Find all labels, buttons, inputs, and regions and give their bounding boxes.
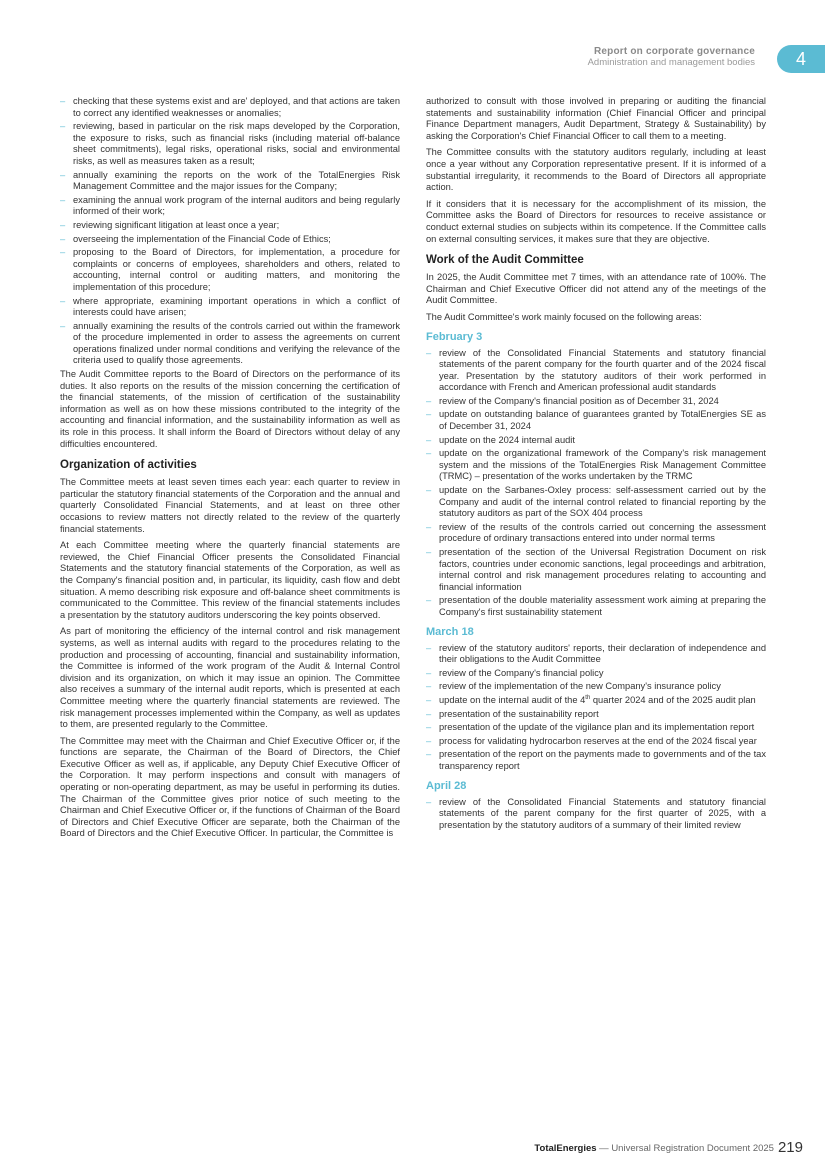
paragraph: In 2025, the Audit Committee met 7 times, with an attendance rate of 100%. The Chairman and Chief Executive Officer did not attend any of the meetings of the Audit Committee. — [426, 272, 766, 306]
list-item: – proposing to the Board of Directors, for implementation, a procedure for complaints or concerns of employees, shareholders and others, related to accounting, internal control or auditing matters, and monitoring the implementation of this procedure; — [60, 247, 400, 293]
april-list — [426, 797, 766, 832]
paragraph: The Audit Committee's work mainly focused on the following areas: — [426, 311, 702, 322]
paragraph: At each Committee meeting where the quarterly financial statements are reviewed, the Chief Financial Officer presents the Consolidated Financial Statements and the statutory financial statements of the Corporation, as well as the Company's financial position and, in particular, its liquidity, cash flow and debt situation. A memo describing risk exposure and off-balance sheet commitments is communicated to the Committee. This review of the financial statements includes a presentation by the statutory auditors underscoring the key points observed. — [60, 540, 400, 620]
paragraph: As part of monitoring the efficiency of the internal control and risk management systems, as well as internal audits with regard to the procedures relating to the production and processing of accounting, financial and sustainability information, the Committee is informed of the work program of the Audit & Internal Control division and its organization, on which it may issue an opinion. The Committee also receives a summary of the internal audit reports, which is presented at each Committee meeting where the quarterly financial statements are reviewed. The risk management processes implemented within the Company, as well as updates to them, are presented regularly to the Committee. — [60, 626, 400, 730]
report-paragraph: The Audit Committee reports to the Board of Directors on the performance of its duties. It also reports on the results of the mission concerning the certification of the financial statements, of the mission of certification of the sustainability information as well as on how these missions contributed to the integrity of the accounting and financial information, and the sustainability information as well as its role in this process. It shall inform the Board of Directors without delay of any difficulties encountered. — [60, 369, 400, 449]
list-item: – presentation of the update of the vigilance plan and its implementation report — [426, 722, 766, 734]
march-list-a — [426, 643, 766, 693]
left-column — [60, 96, 400, 845]
february-heading: February 3 — [426, 330, 483, 343]
intro-text — [426, 96, 766, 245]
chapter-tab: 4 — [777, 45, 825, 73]
page-footer — [534, 1139, 803, 1156]
list-item: – where appropriate, examining important operations in which a conflict of interests could have arisen; — [60, 296, 400, 319]
list-item: – examining the annual work program of the internal auditors and being regularly informed of their work; — [60, 195, 400, 218]
paragraph: The Committee consults with the statutory auditors regularly, including at least once a year without any Corporation representative present. If it is informed of a substantial irregularity, it recommends to the Board of Directors all appropriate action. — [426, 147, 766, 193]
list-item: – annually examining the results of the controls carried out within the framework of the procedure implemented in order to assess the agreements on current operations finalized under normal conditions and verifying the relevance of the criteria used to qualify those agreements. — [60, 321, 400, 367]
march-list-b — [426, 709, 766, 773]
list-item: – review of the Company's financial position as of December 31, 2024 — [426, 396, 766, 408]
list-item: – annually examining the reports on the work of the TotalEnergies Risk Management Committee and the major issues for the Company; — [60, 170, 400, 193]
organization-text — [60, 477, 400, 840]
list-item: – presentation of the section of the Universal Registration Document on risk factors, countries under economic sanctions, legal proceedings and arbitration, internal control and risk management procedures relating to accounting and financial information — [426, 547, 766, 593]
list-item: – presentation of the double materiality assessment work aiming at preparing the Company's first sustainability statement — [426, 595, 766, 618]
list-item: – update on the internal audit of the 4th quarter 2024 and of the 2025 audit plan — [426, 695, 766, 707]
section-subtitle: Administration and management bodies — [587, 57, 755, 68]
responsibilities-list — [60, 96, 400, 367]
list-item: – checking that these systems exist and are' deployed, and that actions are taken to correct any identified weaknesses or anomalies; — [60, 96, 400, 119]
list-item: – review of the Consolidated Financial Statements and statutory financial statements of the parent company for the first quarter of 2025, with a presentation by the statutory auditors of a summary of their limited review — [426, 797, 766, 832]
april-heading: April 28 — [426, 779, 467, 792]
paragraph: authorized to consult with those involved in preparing or auditing the financial statements and sustainability information (Chief Financial Officer and principal Finance Department managers, Audit Department, Strategy & Sustainability) by asking the Corporation's Chief Financial Officer to call them to a meeting. — [426, 96, 766, 141]
organization-heading: Organization of activities — [60, 459, 197, 472]
march-heading: March 18 — [426, 625, 474, 638]
list-item: – review of the statutory auditors' reports, their declaration of independence and their obligations to the Audit Committee — [426, 643, 766, 666]
list-item: – update on outstanding balance of guarantees granted by TotalEnergies SE as of December 31, 2024 — [426, 409, 766, 432]
list-item: – update on the Sarbanes-Oxley process: self-assessment carried out by the Company and audit of the internal control related to financial reporting by the statutory auditors as part of the SOX 404 process — [426, 485, 766, 520]
list-item: – presentation of the report on the payments made to governments and of the tax transparency report — [426, 749, 766, 772]
list-item: – reviewing, based in particular on the risk maps developed by the Corporation, the exposure to risks, such as financial risks (including material off-balance sheet commitments), legal risks, operational risks, social and environmental risks, as well as measures taken as a result; — [60, 121, 400, 167]
list-item: – review of the Consolidated Financial Statements and statutory financial statements of the parent company for the fourth quarter and of the 2024 fiscal year. Presentation by the statutory auditors of their work performed in accordance with French and American professional audit standards — [426, 348, 766, 394]
work-heading: Work of the Audit Committee — [426, 254, 584, 267]
section-title: Report on corporate governance — [593, 46, 755, 57]
paragraph: If it considers that it is necessary for the accomplishment of its mission, the Committee asks the Board of Directors for resources to receive assistance or conduct external studies on subjects within its competence. If the Committee calls on external consulting services, it makes sure that they are objective. — [426, 198, 766, 244]
paragraph: The Committee meets at least seven times each year: each quarter to review in particular the statutory financial statements of the Corporation and the annual and quarterly Consolidated Financial Statements, and at least on three other occasions to review matters not directly related to the review of the quarterly financial statements. — [60, 477, 400, 534]
list-item: – presentation of the sustainability report — [426, 709, 766, 721]
right-column — [426, 96, 766, 833]
list-item: – process for validating hydrocarbon reserves at the end of the 2024 fiscal year — [426, 736, 766, 748]
paragraph: The Committee may meet with the Chairman and Chief Executive Officer or, if the functions are separate, the Chairman of the Board of Directors, the Chief Executive Officer as well as, if applicable, any Deputy Chief Executive Officer of the Corporation. It may perform inspections and consult with managers of operating or non-operating department, as may be useful in performing its duties. The Chairman of the Committee gives prior notice of such meeting to the Chairman and Chief Executive Officer or, if the functions of Chairman of the Board of Directors and Chief Executive Officer are separate, both the Chairman of the Board of Directors and the Chief Executive Officer. In particular, the Committee is — [60, 735, 400, 839]
list-item: – reviewing significant litigation at least once a year; — [60, 220, 400, 232]
list-item: – update on the organizational framework of the Company's risk management system and the missions of the TotalEnergies Risk Management Committee (TRMC) – presentation of the works undertaken by the TRMC — [426, 448, 766, 483]
list-item: – review of the implementation of the new Company's insurance policy — [426, 681, 766, 693]
february-list — [426, 348, 766, 619]
work-text — [426, 272, 766, 323]
list-item: – review of the Company's financial policy — [426, 668, 766, 680]
page-header — [588, 46, 755, 68]
footer-document: — Universal Registration Document 2025 — [596, 1143, 774, 1154]
list-item: – overseeing the implementation of the Financial Code of Ethics; — [60, 234, 400, 246]
footer-brand: TotalEnergies — [534, 1143, 597, 1154]
list-item: – review of the results of the controls carried out concerning the assessment procedure of ordinary transactions entered into under normal terms — [426, 522, 766, 545]
march-audit-list — [426, 695, 766, 707]
list-item: – update on the 2024 internal audit — [426, 435, 766, 447]
page-number: 219 — [777, 1139, 803, 1156]
